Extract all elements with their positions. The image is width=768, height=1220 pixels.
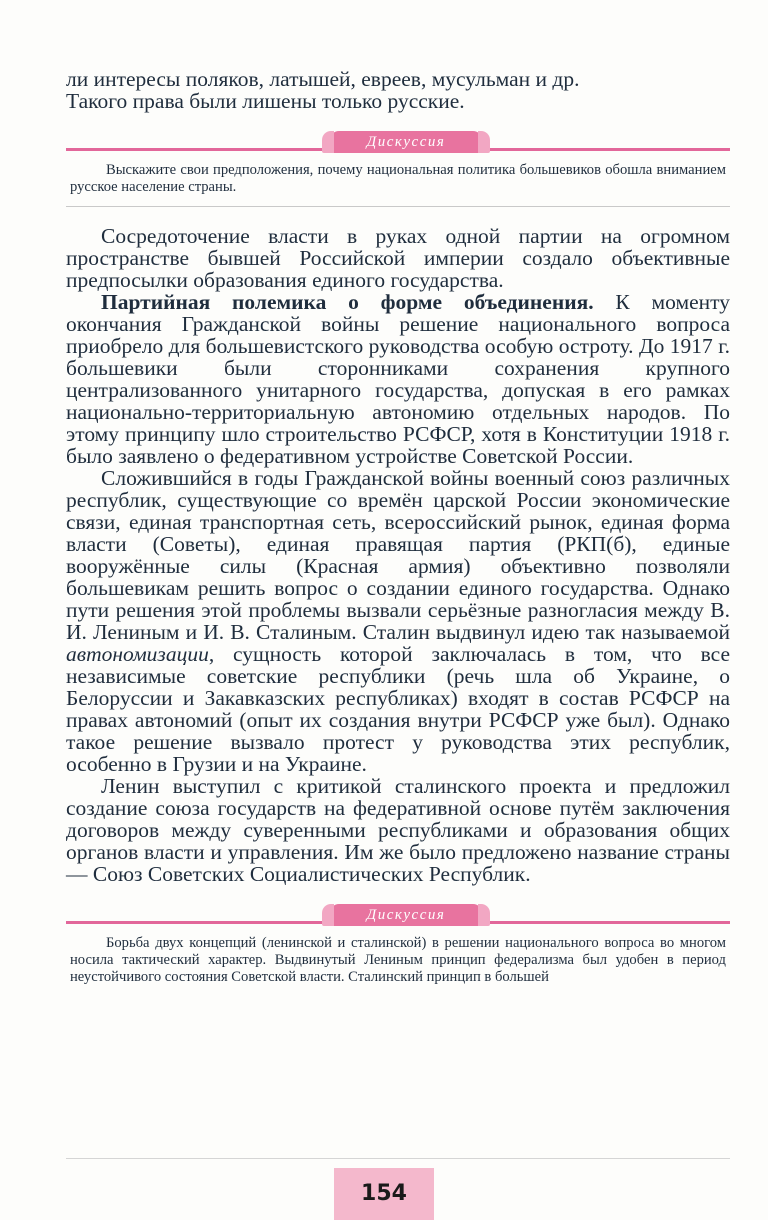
discussion-banner-2 (66, 903, 730, 927)
polemics-text: К моменту окончания Гражданской войны решение национального вопроса приобрело для большевистского руководства особую остроту. До 1917 г. большевики были сторонниками сохранения крупного централизованного унитарного государства, допуская в его рамках национально-территориальную автономию отдельных народов. По этому принципу шло строительство РСФСР, хотя в Конституции 1918 г. было заявлено о федеративном устройстве Советской России. (66, 290, 730, 468)
top-paragraph-line-1: ли интересы поляков, латышей, евреев, мусульман и др. (66, 67, 580, 91)
footer-divider (66, 1158, 730, 1159)
top-paragraph-line-2: Такого права были лишены только русские. (66, 89, 465, 113)
paragraph-union (66, 467, 730, 775)
paragraph-concentration: Сосредоточение власти в руках одной партии на огромном пространстве бывшей Российской империи создало объективные предпосылки образования единого государства. (66, 224, 730, 292)
section-heading: Партийная полемика о форме объединения. (101, 290, 594, 314)
discussion-1-separator (66, 206, 730, 207)
paragraph-lenin: Ленин выступил с критикой сталинского проекта и предложил создание союза государств на федеративной основе путём заключения договоров между суверенными республиками и образования общих органов власти и управления. Им же было предложено название страны — Союз Советских Социалистических Республик. (66, 774, 730, 886)
union-text-after: , сущность которой заключалась в том, что все независимые советские республики (речь шла об Украине, о Белоруссии и Закавказских республиках) входят в состав РСФСР на правах автономий (опыт их создания внутри РСФСР уже был). Однако такое решение вызвало протест у руководства этих республик, особенно в Грузии и на Украине. (66, 642, 730, 776)
discussion-banner-1 (66, 130, 730, 154)
term-autonomization: автономизации (66, 642, 209, 666)
discussion-2-text: Борьба двух концепций (ленинской и сталинской) в решении национального вопроса во многом носила тактический характер. Выдвинутый Лениным принцип федерализма был удобен в период неустойчивого состояния Советской власти. Сталинский принцип в большей (70, 935, 726, 985)
textbook-page (66, 68, 730, 986)
paragraph-polemics (66, 291, 730, 467)
discussion-1-text: Выскажите свои предположения, почему национальная политика большевиков обошла вниманием русское население страны. (70, 162, 726, 195)
page-number: 154 (334, 1168, 434, 1220)
discussion-label: Дискуссия (330, 904, 482, 926)
discussion-label: Дискуссия (330, 131, 482, 153)
union-text-before: Сложившийся в годы Гражданской войны военный союз различных республик, существующие со времён царской России экономические связи, единая транспортная сеть, всероссийский рынок, единая форма власти (Советы), единая правящая партия (РКП(б), единые вооружённые силы (Красная армия) объективно позволяли большевикам решить вопрос о создании единого государства. Однако пути решения этой проблемы вызвали серьёзные разногласия между В. И. Лениным и И. В. Сталиным. Сталин выдвинул идею так называемой (66, 466, 730, 644)
